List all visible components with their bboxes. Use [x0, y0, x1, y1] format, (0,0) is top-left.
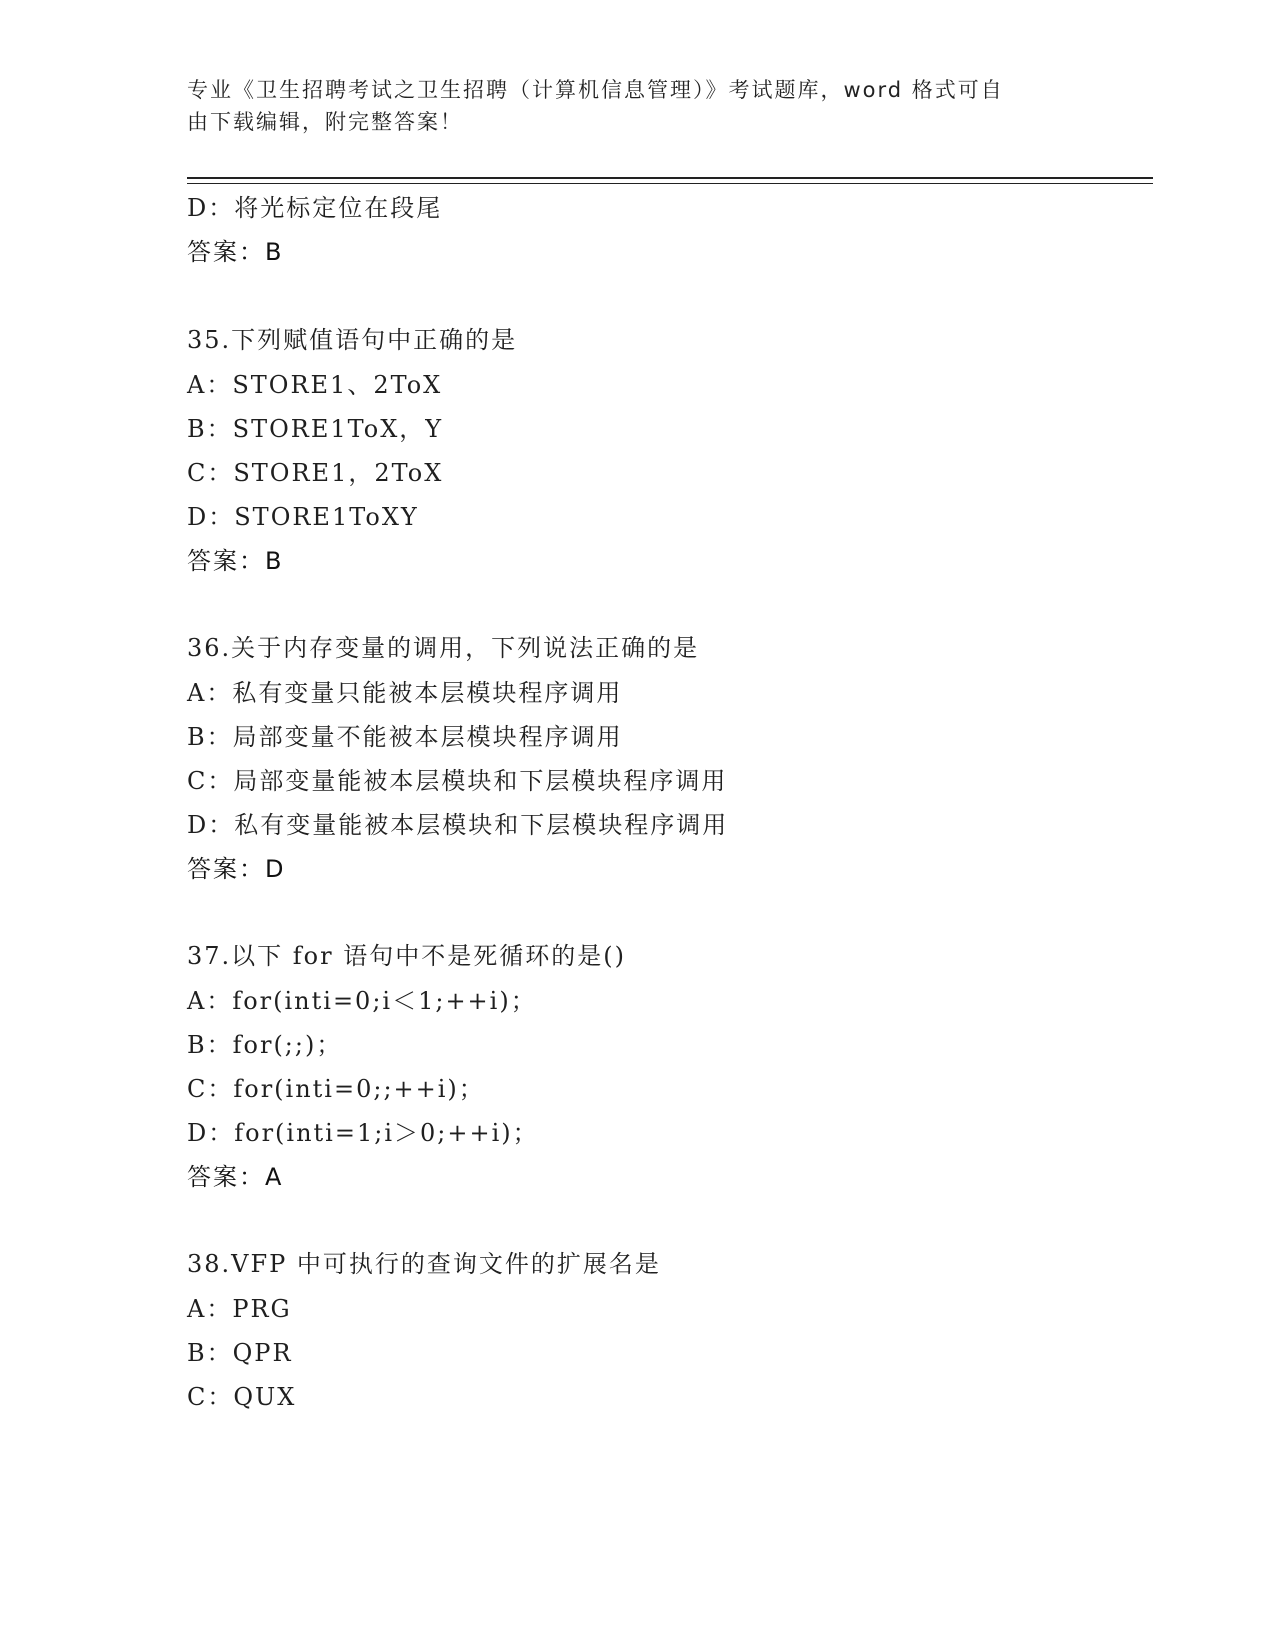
q34-option-d: D：将光标定位在段尾 [187, 194, 443, 222]
document-header [187, 74, 1087, 138]
q38-question: 38.VFP 中可执行的查询文件的扩展名是 [187, 1250, 661, 1278]
header-line-2: 由下载编辑，附完整答案！ [187, 110, 463, 134]
q37-option-c: C：for(inti=0;;++i)； [187, 1075, 485, 1103]
q37-option-a: A：for(inti=0;i＜1;++i)； [187, 987, 537, 1015]
q35-option-d: D：STORE1ToXY [187, 503, 419, 531]
q35-option-c: C：STORE1，2ToX [187, 459, 444, 487]
q36-option-c: C：局部变量能被本层模块和下层模块程序调用 [187, 767, 728, 795]
header-line-1: 专业《卫生招聘考试之卫生招聘（计算机信息管理）》考试题库，word 格式可自 [187, 78, 1004, 102]
q37-question: 37.以下 for 语句中不是死循环的是() [187, 942, 626, 970]
q36-option-d: D：私有变量能被本层模块和下层模块程序调用 [187, 811, 729, 839]
q38-option-c: C：QUX [187, 1383, 297, 1411]
q35-question: 35.下列赋值语句中正确的是 [187, 326, 518, 354]
q38-option-b: B：QPR [187, 1339, 293, 1367]
q35-answer: 答案：B [187, 547, 284, 575]
q35-option-a: A：STORE1、2ToX [187, 371, 443, 399]
q38-option-a: A：PRG [187, 1295, 292, 1323]
header-divider-thick [187, 177, 1153, 179]
q36-option-a: A：私有变量只能被本层模块程序调用 [187, 679, 623, 707]
header-divider-thin [187, 183, 1153, 184]
q36-question: 36.关于内存变量的调用，下列说法正确的是 [187, 634, 700, 662]
q34-answer: 答案：B [187, 238, 284, 266]
q37-answer: 答案：A [187, 1163, 284, 1191]
q36-answer: 答案：D [187, 855, 286, 883]
q35-option-b: B：STORE1ToX，Y [187, 415, 444, 443]
q36-option-b: B：局部变量不能被本层模块程序调用 [187, 723, 623, 751]
q37-option-b: B：for(;;)； [187, 1031, 343, 1059]
q37-option-d: D：for(inti=1;i＞0;++i)； [187, 1119, 539, 1147]
